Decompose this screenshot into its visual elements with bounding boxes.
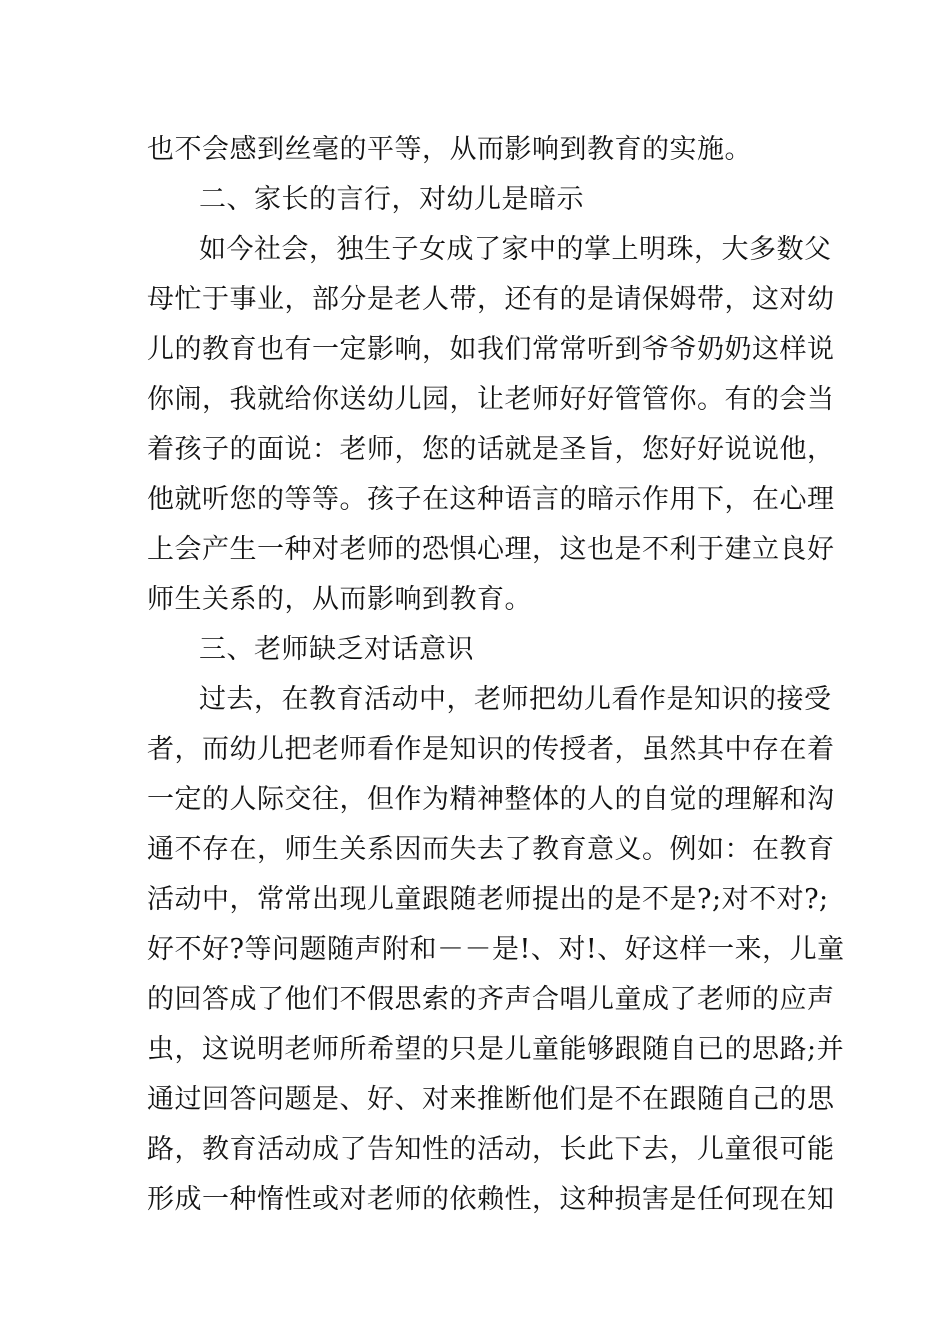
text-line-14: 一定的人际交往，但作为精神整体的人的自觉的理解和沟 (147, 784, 835, 815)
text-line-22: 形成一种惰性或对老师的依赖性，这种损害是任何现在知 (147, 1184, 835, 1215)
text-line-5: 儿的教育也有一定影响，如我们常常听到爷爷奶奶这样说 (147, 334, 835, 365)
text-line-8: 他就听您的等等。孩子在这种语言的暗示作用下，在心理 (147, 484, 835, 515)
text-line-10: 师生关系的，从而影响到教育。 (147, 584, 532, 615)
text-line-18: 的回答成了他们不假思索的齐声合唱儿童成了老师的应声 (147, 984, 835, 1015)
text-line-20: 通过回答问题是、好、对来推断他们是不在跟随自己的思 (147, 1084, 835, 1115)
text-line-7: 着孩子的面说：老师，您的话就是圣旨，您好好说说他， (147, 434, 835, 465)
section-heading-3: 三、老师缺乏对话意识 (199, 634, 474, 665)
text-line-1: 也不会感到丝毫的平等，从而影响到教育的实施。 (147, 134, 752, 165)
text-line-4: 母忙于事业，部分是老人带，还有的是请保姆带，这对幼 (147, 284, 835, 315)
text-line-6: 你闹，我就给你送幼儿园，让老师好好管管你。有的会当 (147, 384, 835, 415)
text-line-16: 活动中，常常出现儿童跟随老师提出的是不是?;对不对?; (147, 884, 829, 915)
text-line-13: 者，而幼儿把老师看作是知识的传授者，虽然其中存在着 (147, 734, 835, 765)
text-line-12: 过去，在教育活动中，老师把幼儿看作是知识的接受 (199, 684, 832, 715)
section-heading-2: 二、家长的言行，对幼儿是暗示 (199, 184, 584, 215)
text-line-3: 如今社会，独生子女成了家中的掌上明珠，大多数父 (199, 234, 832, 265)
text-line-19: 虫，这说明老师所希望的只是儿童能够跟随自已的思路;并 (147, 1034, 845, 1065)
text-line-9: 上会产生一种对老师的恐惧心理，这也是不利于建立良好 (147, 534, 835, 565)
text-line-21: 路，教育活动成了告知性的活动，长此下去，儿童很可能 (147, 1134, 835, 1165)
text-line-17: 好不好?等问题随声附和－－是!、对!、好这样一来，儿童 (147, 934, 845, 965)
text-line-15: 通不存在，师生关系因而失去了教育意义。例如：在教育 (147, 834, 835, 865)
